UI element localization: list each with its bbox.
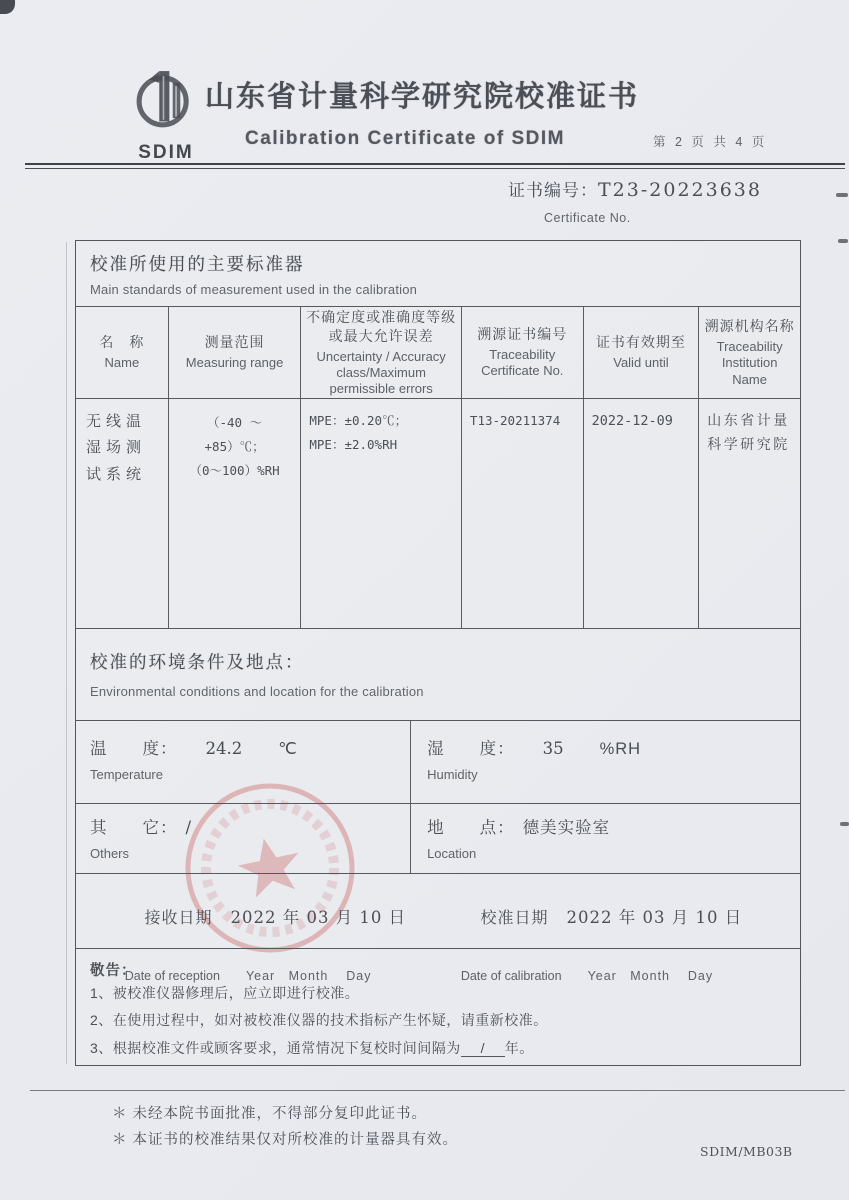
temperature-unit: ℃ <box>278 740 298 758</box>
column-header-uncertainty <box>301 307 462 398</box>
reception-date-value: 2022 年 03 月 10 日 <box>230 908 407 927</box>
column-header-zh: 测量范围 <box>204 334 265 351</box>
mpe-cell <box>301 399 462 628</box>
standards-table-row <box>76 399 800 629</box>
page-title-zh: 山东省计量科学研究院校准证书 <box>205 79 640 113</box>
temperature-cell <box>76 721 410 803</box>
measuring-range-cell <box>169 399 302 628</box>
others-label-en: Others <box>90 846 130 861</box>
column-header-zh: 证书有效期至 <box>595 334 686 351</box>
column-header-zh: 名 称 <box>99 334 145 351</box>
trace-cert-no-cell: T13-20211374 <box>462 399 584 628</box>
others-location-row <box>76 804 800 874</box>
column-header-zh: 溯源证书编号 <box>477 326 568 343</box>
mpe-line2: MPE：±2.0%RH <box>309 436 398 452</box>
standards-title-zh: 校准所使用的主要标准器 <box>90 254 305 274</box>
certificate-number-line <box>508 176 762 201</box>
others-cell <box>76 804 410 873</box>
humidity-label-en: Humidity <box>427 767 478 782</box>
reception-date-label-en: Date of reception <box>124 969 220 983</box>
page-number: 第 2 页 共 4 页 <box>653 135 768 149</box>
calibration-date-cell <box>410 874 800 983</box>
mpe-line1: MPE：±0.20℃； <box>309 413 408 428</box>
column-header-en: Uncertainty / Accuracy class/Maximum permissible errors <box>316 348 446 397</box>
certificate-number-label-en: Certificate No. <box>544 211 631 225</box>
range-line1: （-40 ～ +85）℃； <box>204 415 265 454</box>
column-header-en: Traceability Institution Name <box>716 339 783 387</box>
calibration-date-units-en: Year Month Day <box>587 969 714 983</box>
location-label-en: Location <box>427 846 477 861</box>
scan-edge-mark <box>836 193 848 197</box>
notice-item-1: 1、被校准仪器修理后，应立即进行校准。 <box>90 985 360 1001</box>
column-header-en: Valid until <box>613 355 669 371</box>
column-header-range <box>169 307 302 398</box>
reception-date-label-zh: 接收日期 <box>144 910 213 927</box>
column-header-name <box>76 307 169 398</box>
scan-shadow-line <box>66 242 67 1064</box>
certificate-number-label-zh: 证书编号： <box>508 181 598 200</box>
column-header-en: Name <box>104 355 140 371</box>
others-value: / <box>185 818 192 837</box>
location-label-zh: 地 点： <box>427 819 515 837</box>
environment-title-en: Environmental conditions and location for the calibration <box>90 684 424 699</box>
notice-title: 敬告： <box>90 963 137 979</box>
column-header-trace-cert <box>462 307 584 398</box>
temperature-label-zh: 温 度： <box>90 740 178 758</box>
environment-section-header <box>76 629 800 721</box>
standard-name-cell: 无线温湿场测试系统 <box>76 399 169 628</box>
column-header-zh: 不确定度或准确度等级或最大允许误差 <box>306 308 457 344</box>
notice-item-2: 2、在使用过程中，如对被校准仪器的技术指标产生怀疑，请重新校准。 <box>90 1012 548 1029</box>
notice-section <box>76 949 800 1064</box>
humidity-label-zh: 湿 度： <box>427 740 515 758</box>
location-value: 德美实验室 <box>522 819 611 837</box>
column-header-institution <box>699 307 800 398</box>
standards-section-header <box>76 241 800 307</box>
column-header-zh: 溯源机构名称 <box>704 318 795 335</box>
others-label-zh: 其 它： <box>90 819 178 837</box>
certificate-body <box>75 240 801 1066</box>
footnote-1: ＊ 未经本院书面批准，不得部分复印此证书。 <box>112 1106 428 1122</box>
calibration-date-label-zh: 校准日期 <box>480 910 549 927</box>
header-divider <box>25 163 845 169</box>
header-title-block <box>205 74 640 150</box>
notice-item-3-text: 3、根据校准文件或顾客要求，通常情况下复校时间间隔为 <box>90 1039 461 1056</box>
temp-humidity-row <box>76 721 800 804</box>
humidity-cell <box>410 721 800 803</box>
column-header-en: Traceability Certificate No. <box>481 347 564 379</box>
environment-title-zh: 校准的环境条件及地点： <box>90 652 305 672</box>
calibration-date-value: 2022 年 03 月 10 日 <box>566 908 743 927</box>
sdim-logo-icon <box>124 66 208 140</box>
footer-divider <box>30 1090 845 1092</box>
calibration-date-label-en: Date of calibration <box>460 969 562 983</box>
location-cell <box>410 804 800 873</box>
notice-item-3-suffix: 年。 <box>504 1039 534 1056</box>
column-header-valid-until <box>584 307 700 398</box>
reception-date-units-en: Year Month Day <box>245 969 372 983</box>
temperature-label-en: Temperature <box>90 767 163 782</box>
range-line2: （0～100）%RH <box>189 462 280 478</box>
column-header-en: Measuring range <box>185 355 284 371</box>
scan-corner-artifact <box>0 0 15 14</box>
certificate-number-value: T23-20223638 <box>598 179 762 201</box>
scan-edge-mark <box>838 239 848 243</box>
standards-title-en: Main standards of measurement used in the calibration <box>90 282 418 297</box>
standards-table-header <box>76 307 800 399</box>
sdim-logo-text: SDIM <box>138 142 194 163</box>
footnote-2: ＊ 本证书的校准结果仅对所校准的计量器具有效。 <box>112 1132 459 1148</box>
notice-item-3 <box>90 1035 800 1062</box>
humidity-value: 35 <box>542 739 564 758</box>
scan-edge-mark <box>840 822 849 826</box>
page-title-en: Calibration Certificate of SDIM <box>245 128 565 149</box>
notice-item-3-blank: / <box>461 1041 505 1057</box>
humidity-unit: %RH <box>599 740 642 758</box>
institution-cell: 山东省计量科学研究院 <box>707 412 790 452</box>
temperature-value: 24.2 <box>205 739 243 758</box>
valid-until-cell: 2022-12-09 <box>584 399 700 628</box>
form-code: SDIM/MB03B <box>700 1144 793 1159</box>
